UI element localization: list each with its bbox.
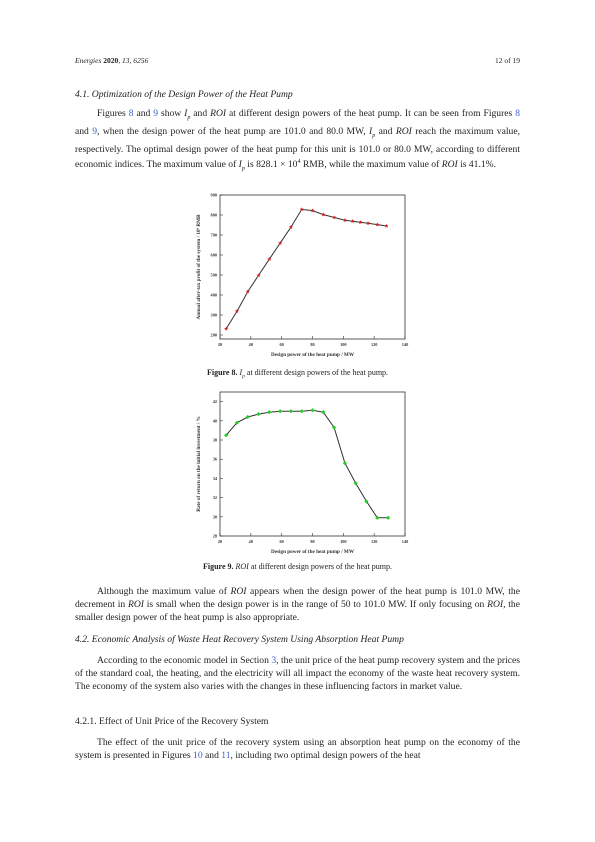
y-tick-label: 42 <box>212 399 217 405</box>
data-point <box>321 212 325 216</box>
data-point <box>310 208 314 212</box>
data-point <box>358 220 362 224</box>
data-point <box>386 516 390 520</box>
x-tick-label: 120 <box>370 539 378 544</box>
y-tick-label: 700 <box>210 232 217 238</box>
x-tick-label: 60 <box>279 342 284 347</box>
figure-ref-8b[interactable]: 8 <box>515 108 520 119</box>
data-point <box>343 218 347 222</box>
data-point <box>332 215 336 219</box>
section-title-4-2: 4.2. Economic Analysis of Waste Heat Recovery System Using Absorption Heat Pump <box>75 634 404 645</box>
y-tick-label: 38 <box>212 437 217 443</box>
y-tick-label: 30 <box>212 514 217 520</box>
data-point <box>350 219 354 223</box>
y-tick-label: 800 <box>210 212 217 218</box>
data-point <box>278 409 282 413</box>
y-tick-label: 300 <box>210 312 217 318</box>
y-tick-label: 28 <box>212 533 217 539</box>
x-tick-label: 80 <box>310 539 315 544</box>
y-tick-label: 500 <box>210 272 217 278</box>
x-tick-label: 20 <box>217 342 223 347</box>
data-point <box>300 409 304 413</box>
data-point <box>289 409 293 413</box>
x-tick-label: 80 <box>310 342 315 347</box>
journal-name: Energies <box>75 56 102 65</box>
y-tick-label: 400 <box>210 292 217 298</box>
paragraph-1: Figures 8 and 9 show $I_p$ and ROI at different design powers of the heat pump. It can be seen from Figures 8 and 9, when the design power of the heat pump are 101.0 and 80.0 MW, $I_p$ and ROI reach the maximum value, respectively. The optimal design power of the heat pump for this unit is 101.0 or 80.0 MW, according to different economic indices. The maximum value of $I_p$ is $828.1 \times 10^4$ RMB, while the maximum value of ROI is 41.1%. <box>75 108 520 173</box>
data-point <box>343 461 347 465</box>
data-point <box>375 222 379 226</box>
plot-frame <box>220 195 405 339</box>
y-tick-label: 600 <box>210 252 217 258</box>
data-point <box>310 408 314 412</box>
x-tick-label: 20 <box>217 539 223 544</box>
figure-ref-9[interactable]: 9 <box>153 108 159 119</box>
x-tick-label: 120 <box>370 342 378 347</box>
x-tick-label: 100 <box>340 342 347 347</box>
x-tick-label: 60 <box>279 539 284 544</box>
section-ref-3[interactable]: 3 <box>271 655 277 666</box>
paragraph-2: Although the maximum value of ROI appears when the design power of the heat pump is 101.0 MW, the decrement in ROI is small when the design power is in the range of 50 to 101.0 MW. If only focusing on ROI, the smaller design power of the heat pump is also appropriate. <box>75 586 520 624</box>
y-axis-label: Annual after-tax profit of the system / 10⁴ RMB <box>196 214 202 320</box>
y-tick-label: 32 <box>212 495 217 501</box>
figure-9-chart <box>180 384 420 559</box>
x-tick-label: 40 <box>248 539 253 544</box>
y-axis-label: Rate of return on the initial investment / % <box>196 416 202 512</box>
paragraph-4: The effect of the unit price of the recovery system using an absorption heat pump on the economy of the system is presented in Figures 10 and 11, including two optimal design powers of the heat <box>75 737 520 762</box>
running-header-citation <box>75 56 148 65</box>
x-axis-label: Design power of the heat pump / MW <box>270 549 355 555</box>
section-title-4-1: 4.1. Optimization of the Design Power of the Heat Pump <box>75 89 293 100</box>
plot-frame <box>220 392 405 536</box>
x-tick-label: 140 <box>401 539 409 544</box>
figure-ref-11[interactable]: 11 <box>221 750 231 762</box>
y-tick-label: 40 <box>212 418 217 424</box>
y-tick-label: 34 <box>212 475 217 481</box>
series-line <box>226 410 388 518</box>
x-axis-label: Design power of the heat pump / MW <box>270 352 355 358</box>
figure-ref-8[interactable]: 8 <box>128 108 134 119</box>
data-point <box>384 224 388 228</box>
data-point <box>246 415 250 419</box>
figure-9-caption: Figure 9. ROI at different design powers of the heat pump. <box>203 562 392 571</box>
journal-citation: , 13, 6256 <box>118 56 149 65</box>
section-title-4-2-1: 4.2.1. Effect of Unit Price of the Recovery System <box>75 716 269 727</box>
figure-ref-10[interactable]: 10 <box>193 750 203 762</box>
figure-8-chart <box>180 187 420 362</box>
y-tick-label: 900 <box>210 192 217 198</box>
page-number: 12 of 19 <box>495 56 520 65</box>
series-line <box>226 209 386 328</box>
x-tick-label: 40 <box>248 342 253 347</box>
x-tick-label: 100 <box>340 539 347 544</box>
data-point <box>300 207 304 211</box>
data-point <box>267 410 271 414</box>
figure-8-caption: Figure 8. $I_p$ at different design powers of the heat pump. <box>206 368 389 380</box>
data-point <box>366 221 370 225</box>
y-tick-label: 36 <box>212 456 217 462</box>
y-tick-label: 200 <box>210 332 217 338</box>
paragraph-3: According to the economic model in Section 3, the unit price of the heat pump recovery system and the prices of the standard coal, the heating, and the electricity will all impact the economy of the waste heat recovery system. The economy of the system also varies with the changes in these influencing factors in market value. <box>75 655 520 693</box>
data-point <box>256 412 260 416</box>
x-tick-label: 140 <box>401 342 409 347</box>
journal-year: 2020 <box>103 56 119 65</box>
figure-ref-9b[interactable]: 9 <box>92 126 98 138</box>
